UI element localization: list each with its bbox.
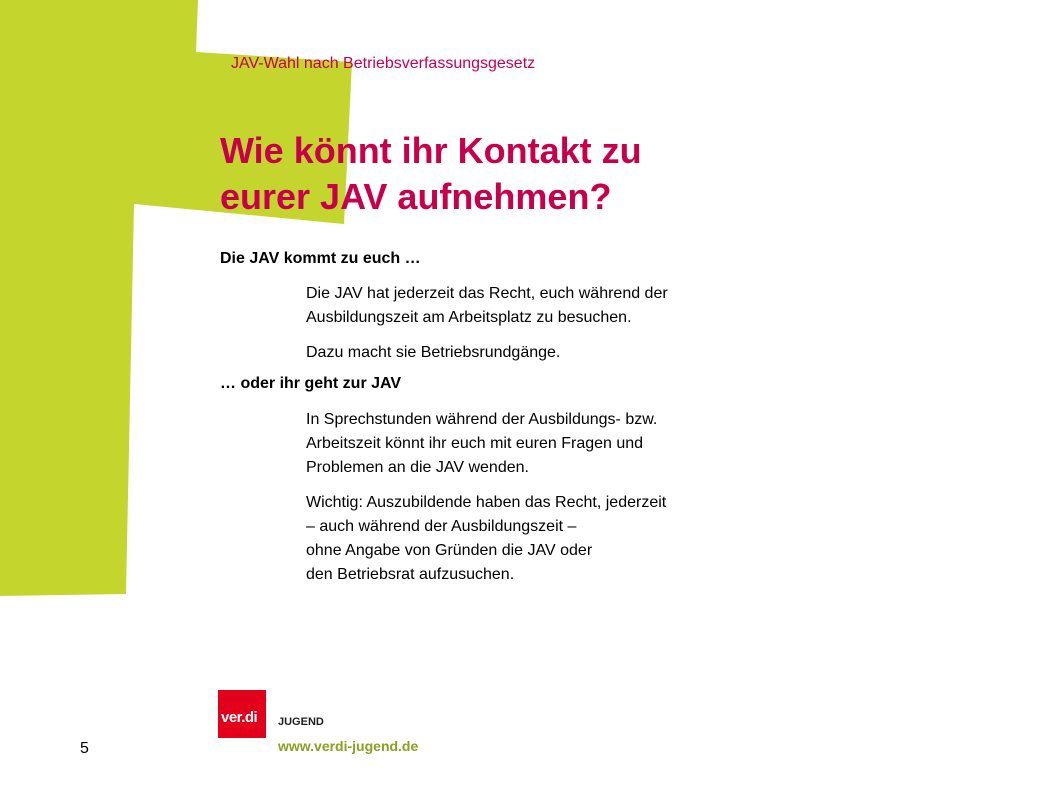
bullet-line: – auch während der Ausbildungszeit – xyxy=(306,518,577,535)
logo-url: www.verdi-jugend.de xyxy=(278,738,419,754)
bullet-line: Wichtig: Auszubildende haben das Recht, jederzeit xyxy=(306,494,667,511)
title-line: eurer JAV aufnehmen? xyxy=(220,176,612,217)
page-number: 5 xyxy=(80,740,89,757)
bullet-line: ohne Angabe von Gründen die JAV oder xyxy=(306,542,593,559)
logo-label: JUGEND xyxy=(278,716,324,728)
bullet-line: Dazu macht sie Betriebsrundgänge. xyxy=(306,344,561,361)
bullet-text xyxy=(306,408,806,480)
bullet-line: Ausbildungszeit am Arbeitsplatz zu besuchen. xyxy=(306,309,632,326)
bullet-text xyxy=(306,341,806,365)
bullet-text xyxy=(306,282,806,330)
bullet-line: Arbeitszeit könnt ihr euch mit euren Fragen und xyxy=(306,435,644,452)
section-heading: Die JAV kommt zu euch … xyxy=(220,250,421,267)
bullet-line: Problemen an die JAV wenden. xyxy=(306,459,529,476)
logo-wordmark: ver.di xyxy=(221,709,258,726)
title-line: Wie könnt ihr Kontakt zu xyxy=(220,130,642,171)
verdi-jugend-logo xyxy=(218,686,458,766)
slide-subtitle: JAV-Wahl nach Betriebsverfassungsgesetz xyxy=(231,55,536,72)
section-heading: … oder ihr geht zur JAV xyxy=(220,375,402,392)
slide-title xyxy=(220,128,860,220)
bullet-line: den Betriebsrat aufzusuchen. xyxy=(306,566,515,583)
logo-red-square xyxy=(218,690,266,738)
bullet-text xyxy=(306,491,806,587)
bullet-line: In Sprechstunden während der Ausbildungs- bzw. xyxy=(306,411,658,428)
bullet-line: Die JAV hat jederzeit das Recht, euch während der xyxy=(306,285,668,302)
